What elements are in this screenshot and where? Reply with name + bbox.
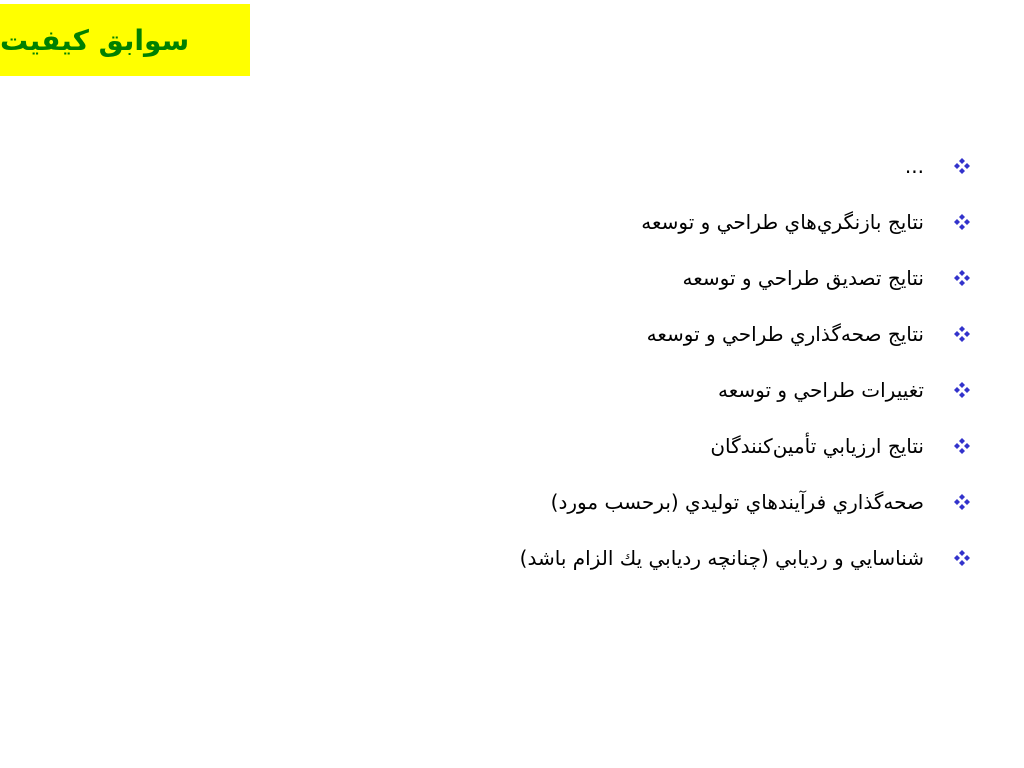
- four-diamond-bullet-icon: [952, 492, 972, 512]
- bullet-text: نتايج بازنگري‌هاي طراحي و توسعه: [641, 210, 924, 234]
- slide-title: سوابق كيفيت: [0, 23, 190, 57]
- list-item: [272, 474, 972, 530]
- four-diamond-bullet-icon: [952, 380, 972, 400]
- list-item: [272, 530, 972, 586]
- list-item: [272, 306, 972, 362]
- bullet-list: [272, 138, 972, 586]
- list-item: [272, 250, 972, 306]
- list-item: [272, 418, 972, 474]
- bullet-text: تغييرات طراحي و توسعه: [717, 378, 924, 402]
- four-diamond-bullet-icon: [952, 548, 972, 568]
- four-diamond-bullet-icon: [952, 436, 972, 456]
- bullet-text: نتايج ارزيابي تأمين‌كنندگان: [710, 434, 924, 458]
- four-diamond-bullet-icon: [952, 212, 972, 232]
- bullet-text: نتايج تصديق طراحي و توسعه: [682, 266, 924, 290]
- list-item: [272, 362, 972, 418]
- bullet-text: نتايج صحه‌گذاري طراحي و توسعه: [646, 322, 924, 346]
- list-item: [272, 194, 972, 250]
- four-diamond-bullet-icon: [952, 156, 972, 176]
- list-item: [272, 138, 972, 194]
- bullet-text: صحه‌گذاري فرآيندهاي توليدي (برحسب مورد): [550, 490, 924, 514]
- bullet-text: شناسايي و ردیابي (چنانچه رديابي يك الزام باشد): [519, 546, 924, 570]
- title-banner: [0, 4, 250, 76]
- four-diamond-bullet-icon: [952, 324, 972, 344]
- bullet-text: ...: [904, 154, 924, 178]
- four-diamond-bullet-icon: [952, 268, 972, 288]
